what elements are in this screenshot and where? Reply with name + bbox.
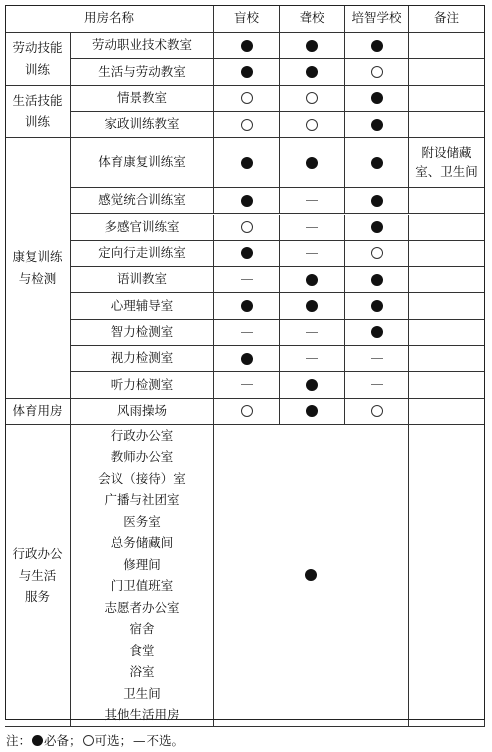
room-name: 定向行走训练室 [98,245,186,261]
not-selected-dash-icon [241,332,253,333]
status-cell-intel [345,241,409,267]
not-selected-dash-icon [306,200,318,201]
remark-cell [409,241,485,267]
status-cell-deaf [280,215,345,241]
header-label: 备注 [433,10,459,26]
required-dot-icon [241,353,253,365]
not-selected-dash-icon [371,358,383,359]
room-name-cell [71,346,214,372]
not-selected-dash-icon [306,358,318,359]
room-name: 家政训练教室 [104,116,180,132]
category-label-line: 生活技能 [12,92,63,108]
admin-room-name: 广播与社团室 [104,492,180,508]
room-name-cell [71,138,214,188]
required-dot-icon [306,274,318,286]
not-selected-dash-icon [306,227,318,228]
legend-note [6,731,184,749]
required-dot-icon [241,247,253,259]
status-cell-intel [345,267,409,293]
room-name: 视力检测室 [110,350,174,366]
remark-cell [409,138,485,188]
optional-circle-icon [83,735,94,746]
required-dot-icon [241,157,253,169]
room-name: 感觉统合训练室 [98,192,186,208]
admin-room-name: 志愿者办公室 [104,599,180,615]
status-cell-intel [345,399,409,425]
admin-room-name: 卫生间 [123,685,161,701]
status-cell-intel [345,112,409,138]
status-cell-deaf [280,86,345,112]
admin-room-name: 修理间 [123,556,161,572]
required-dot-icon [371,274,383,286]
status-cell-deaf [280,346,345,372]
header-label: 培智学校 [351,10,402,26]
status-cell-deaf [280,320,345,346]
remark-cell [409,267,485,293]
header-col-2 [280,5,345,33]
room-name-cell [71,59,214,85]
status-cell-deaf [280,293,345,319]
category-label-line: 与生活 [18,567,57,583]
status-cell-blind [214,188,280,214]
required-dot-icon [371,195,383,207]
status-cell-intel [345,59,409,85]
header-col-4 [409,5,485,33]
admin-status-cell [214,425,409,727]
category-label-line: 行政办公 [12,546,63,562]
required-dot-icon [371,221,383,233]
header-col-3 [345,5,409,33]
room-name-cell [71,86,214,112]
optional-circle-icon [371,405,383,417]
status-cell-blind [214,267,280,293]
status-cell-intel [345,188,409,214]
remark-text: 附设储藏室、卫生间 [415,144,478,179]
not-selected-dash-icon [306,253,318,254]
remark-cell [409,86,485,112]
admin-room-name: 食堂 [129,642,155,658]
remark-cell [409,399,485,425]
room-name-cell [71,112,214,138]
required-dot-icon [371,157,383,169]
status-cell-intel [345,320,409,346]
required-dot-icon [305,569,317,581]
room-name-cell [71,399,214,425]
room-name-cell [71,215,214,241]
status-cell-intel [345,33,409,59]
status-cell-intel [345,138,409,188]
room-name: 情景教室 [116,89,167,105]
status-cell-blind [214,241,280,267]
room-name: 智力检测室 [110,323,174,339]
admin-room-name: 总务储藏间 [110,535,174,551]
status-cell-deaf [280,112,345,138]
required-dot-icon [306,300,318,312]
not-selected-dash-icon [241,279,253,280]
status-cell-deaf [280,399,345,425]
optional-circle-icon [306,92,318,104]
optional-circle-icon [241,405,253,417]
optional-circle-icon [241,221,253,233]
status-cell-blind [214,138,280,188]
status-cell-blind [214,59,280,85]
remark-cell [409,33,485,59]
remark-cell [409,372,485,398]
status-cell-intel [345,293,409,319]
admin-room-name: 教师办公室 [110,449,174,465]
not-selected-dash-icon [306,332,318,333]
optional-circle-icon [371,66,383,78]
status-cell-deaf [280,59,345,85]
optional-circle-icon [306,119,318,131]
admin-remark-cell [409,425,485,727]
remark-cell [409,112,485,138]
status-cell-intel [345,215,409,241]
header-label: 用房名称 [83,10,134,26]
category-cell [5,399,71,425]
category-label-line: 训练 [24,61,50,77]
category-label-line: 劳动技能 [12,40,63,56]
required-dot-icon [371,119,383,131]
required-dot-icon [371,40,383,52]
room-name: 语训教室 [116,271,167,287]
required-dot-icon [306,379,318,391]
remark-cell [409,320,485,346]
admin-room-list [71,425,214,727]
status-cell-blind [214,346,280,372]
room-name-cell [71,241,214,267]
required-dot-icon [306,66,318,78]
room-name-cell [71,320,214,346]
status-cell-deaf [280,138,345,188]
status-cell-deaf [280,267,345,293]
status-cell-blind [214,320,280,346]
category-label-line: 与检测 [18,270,57,286]
optional-circle-icon [241,119,253,131]
status-cell-deaf [280,372,345,398]
admin-room-name: 行政办公室 [110,427,174,443]
status-cell-blind [214,215,280,241]
required-dot-icon [371,92,383,104]
status-cell-blind [214,372,280,398]
room-name: 听力检测室 [110,376,174,392]
status-cell-intel [345,86,409,112]
not-selected-dash-icon: — [133,732,146,748]
room-name: 风雨操场 [116,402,167,418]
category-label-line: 训练 [24,114,50,130]
required-dot-icon [306,157,318,169]
room-name: 心理辅导室 [110,297,174,313]
required-dot-icon [241,40,253,52]
category-cell [5,86,71,139]
category-cell [5,138,71,398]
remark-cell [409,59,485,85]
header-label: 聋校 [299,10,325,26]
admin-room-name: 其他生活用房 [104,707,180,723]
admin-room-name: 会议（接待）室 [98,470,186,486]
status-cell-blind [214,399,280,425]
category-label-line: 康复训练 [12,249,63,265]
status-cell-deaf [280,188,345,214]
remark-cell [409,346,485,372]
optional-circle-icon [241,92,253,104]
admin-room-name: 浴室 [129,664,155,680]
room-name: 体育康复训练室 [98,154,186,170]
required-dot-icon [32,735,43,746]
room-name-cell [71,33,214,59]
status-cell-blind [214,112,280,138]
required-dot-icon [306,40,318,52]
status-cell-intel [345,346,409,372]
status-cell-intel [345,372,409,398]
room-name: 生活与劳动教室 [98,63,186,79]
not-selected-dash-icon [371,384,383,385]
room-name: 劳动职业技术教室 [91,37,192,53]
optional-circle-icon [371,247,383,259]
note-required-text: 必备； [44,733,82,748]
category-cell [5,33,71,86]
status-cell-deaf [280,33,345,59]
status-cell-blind [214,293,280,319]
note-optional-text: 可选； [94,733,133,748]
note-none-text: 不选。 [146,733,185,748]
required-dot-icon [371,300,383,312]
category-label-line: 服务 [24,589,50,605]
required-dot-icon [306,405,318,417]
status-cell-blind [214,86,280,112]
category-cell [5,425,71,727]
required-dot-icon [241,195,253,207]
admin-room-name: 医务室 [123,513,161,529]
required-dot-icon [241,300,253,312]
status-cell-deaf [280,241,345,267]
room-name-cell [71,267,214,293]
remark-cell [409,215,485,241]
room-name-cell [71,372,214,398]
room-name-cell [71,188,214,214]
required-dot-icon [371,326,383,338]
room-name: 多感官训练室 [104,218,180,234]
note-prefix: 注： [6,733,32,748]
header-label: 盲校 [233,10,259,26]
header-room-name [5,5,214,33]
category-label-line: 体育用房 [12,403,63,419]
not-selected-dash-icon [241,384,253,385]
header-col-1 [214,5,280,33]
status-cell-blind [214,33,280,59]
room-name-cell [71,293,214,319]
admin-room-name: 宿舍 [129,621,155,637]
admin-room-name: 门卫值班室 [110,578,174,594]
required-dot-icon [241,66,253,78]
remark-cell [409,188,485,214]
remark-cell [409,293,485,319]
